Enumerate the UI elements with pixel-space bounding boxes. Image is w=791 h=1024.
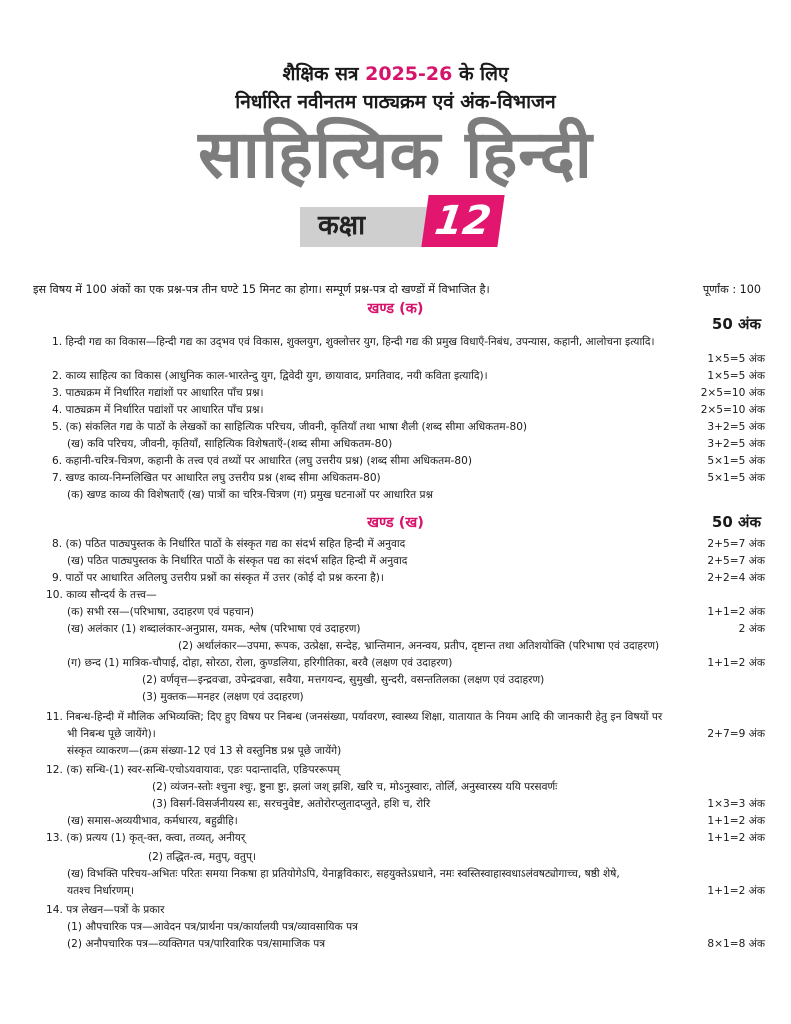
syllabus-line: (क) खण्ड काव्य की विशेषताएँ (ख) पात्रों का चरित्र-चित्रण (ग) प्रमुख घटनाओं पर आधारित प्रश्न bbox=[67, 489, 434, 501]
marks-value: 5×1=5 अंक bbox=[707, 472, 765, 484]
marks-value: 2+5=7 अंक bbox=[707, 555, 765, 567]
syllabus-line: 9. पाठों पर आधारित अतिलघु उत्तरीय प्रश्नों का संस्कृत में उत्तर (कोई दो प्रश्न करना है)। bbox=[52, 572, 384, 584]
syllabus-line: 14. पत्र लेखन—पत्रों के प्रकार bbox=[46, 904, 165, 916]
marks-value: 3+2=5 अंक bbox=[707, 421, 765, 433]
marks-value: 1+1=2 अंक bbox=[707, 606, 765, 618]
syllabus-line: (2) वर्णवृत्त—इन्द्रवज्रा, उपेन्द्रवज्रा, सवैया, मत्तगयन्द, सुमुखी, सुन्दरी, वसन्ततिलका (लक्षण एवं उदाहरण) bbox=[142, 674, 545, 686]
syllabus-line: (क) सभी रस—(परिभाषा, उदाहरण एवं पहचान) bbox=[67, 606, 254, 618]
marks-value: 5×1=5 अंक bbox=[707, 455, 765, 467]
syllabus-line: (ख) अलंकार (1) शब्दालंकार-अनुप्रास, यमक, श्लेष (परिभाषा एवं उदाहरण) bbox=[67, 623, 361, 635]
syllabus-line: 2. काव्य साहित्य का विकास (आधुनिक काल-भारतेन्दु युग, द्विवेदी युग, छायावाद, प्रगतिवाद, नयी कविता इत्यादि)। bbox=[52, 370, 488, 382]
book-title: साहित्यिक हिन्दी bbox=[198, 116, 593, 193]
marks-value: 1+1=2 अंक bbox=[707, 657, 765, 669]
syllabus-line: (2) अनौपचारिक पत्र—व्यक्तिगत पत्र/पारिवारिक पत्र/सामाजिक पत्र bbox=[67, 938, 326, 950]
syllabus-line: (3) विसर्ग-विसर्जनीयस्य सः, सरचनुवेष्ट, अतोरोरप्लुतादप्लुते, हशि च, रोरि bbox=[152, 798, 431, 810]
syllabus-line: 1. हिन्दी गद्य का विकास—हिन्दी गद्य का उद्‌भव एवं विकास, शुक्लयुग, शुक्लोत्तर युग, हिन्दी गद्य की प्रमुख विधाएँ-निबंध, उपन्यास, कहानी, आलोचना इत्यादि। bbox=[52, 336, 655, 348]
syllabus-line: 3. पाठ्यक्रम में निर्धारित गद्यांशों पर आधारित पाँच प्रश्न। bbox=[52, 387, 264, 399]
syllabus-line: (1) औपचारिक पत्र—आवेदन पत्र/प्रार्थना पत्र/कार्यालयी पत्र/व्यावसायिक पत्र bbox=[67, 921, 358, 933]
syllabus-line: 6. कहानी-चरित्र-चित्रण, कहानी के तत्त्व एवं तथ्यों पर आधारित (लघु उत्तरीय प्रश्न) (शब्द सीमा अधिकतम-80) bbox=[52, 455, 472, 467]
class-label: कक्षा bbox=[318, 210, 366, 241]
syllabus-line: (2) तद्धित-त्व, मतुप्, वतुप्। bbox=[148, 851, 256, 863]
marks-value: 1×3=3 अंक bbox=[707, 798, 765, 810]
section-a-marks: 50 अंक bbox=[711, 315, 761, 333]
syllabus-line: (2) अर्थालंकार—उपमा, रूपक, उत्प्रेक्षा, सन्देह, भ्रान्तिमान, अनन्वय, प्रतीप, दृष्टान्त तथा अतिशयोक्ति (परिभाषा एवं उदाहरण) bbox=[178, 640, 660, 652]
syllabus-line: 7. खण्ड काव्य-निम्नलिखित पर आधारित लघु उत्तरीय प्रश्न (शब्द सीमा अधिकतम-80) bbox=[52, 472, 381, 484]
intro-text: इस विषय में 100 अंकों का एक प्रश्न-पत्र तीन घण्टे 15 मिनट का होगा। सम्पूर्ण प्रश्न-पत्र दो खण्डों में विभाजित है। bbox=[33, 283, 490, 296]
session-prefix: शैक्षिक सत्र bbox=[282, 63, 359, 85]
section-a-title: खण्ड (क) bbox=[367, 301, 424, 317]
syllabus-subtitle: निर्धारित नवीनतम पाठ्यक्रम एवं अंक-विभाजन bbox=[235, 91, 556, 113]
marks-value: 2+5=7 अंक bbox=[707, 538, 765, 550]
marks-value: 1+1=2 अंक bbox=[707, 815, 765, 827]
session-suffix: के लिए bbox=[458, 63, 509, 85]
syllabus-line: 4. पाठ्यक्रम में निर्धारित पद्यांशों पर आधारित पाँच प्रश्न। bbox=[52, 404, 264, 416]
syllabus-line: (ख) पठित पाठ्यपुस्तक के निर्धारित पाठों के संस्कृत पद्य का संदर्भ सहित हिन्दी में अनुवाद bbox=[67, 555, 408, 567]
marks-value: 1×5=5 अंक bbox=[707, 353, 765, 365]
syllabus-line: (3) मुक्तक—मनहर (लक्षण एवं उदाहरण) bbox=[142, 691, 304, 703]
marks-value: 3+2=5 अंक bbox=[707, 438, 765, 450]
marks-value: 8×1=8 अंक bbox=[707, 938, 765, 950]
section-b-title: खण्ड (ख) bbox=[367, 515, 424, 531]
marks-value: 2 अंक bbox=[738, 623, 765, 635]
session-line bbox=[0, 60, 791, 86]
syllabus-line: (ग) छन्द (1) मात्रिक-चौपाई, दोहा, सोरठा, रोला, कुण्डलिया, हरिगीतिका, बरवै (लक्षण एवं उदाहरण) bbox=[67, 657, 453, 669]
syllabus-line: संस्कृत व्याकरण—(क्रम संख्या-12 एवं 13 से वस्तुनिष्ठ प्रश्न पूछे जायेंगे) bbox=[67, 745, 342, 757]
syllabus-line: (ख) कवि परिचय, जीवनी, कृतियाँ, साहित्यिक विशेषताएँ-(शब्द सीमा अधिकतम-80) bbox=[67, 438, 393, 450]
marks-value: 2×5=10 अंक bbox=[700, 404, 765, 416]
marks-value: 1+1=2 अंक bbox=[707, 832, 765, 844]
marks-value: 2+2=4 अंक bbox=[707, 572, 765, 584]
syllabus-line: (ख) समास-अव्ययीभाव, कर्मधारय, बहुव्रीहि। bbox=[67, 815, 238, 827]
syllabus-line: 11. निबन्ध-हिन्दी में मौलिक अभिव्यक्ति; दिए हुए विषय पर निबन्ध (जनसंख्या, पर्यावरण, स्वास्थ्य शिक्षा, यातायात के नियम आदि की जानकारी हेतु इन विषयों पर bbox=[46, 711, 663, 723]
session-year: 2025-26 bbox=[365, 63, 453, 85]
syllabus-line: 5. (क) संकलित गद्य के पाठों के लेखकों का साहित्यिक परिचय, जीवनी, कृतियाँ तथा भाषा शैली (शब्द सीमा अधिकतम-80) bbox=[52, 421, 528, 433]
section-b-marks: 50 अंक bbox=[711, 513, 761, 531]
marks-value: 2+7=9 अंक bbox=[707, 728, 765, 740]
syllabus-line: 10. काव्य सौन्दर्य के तत्त्व— bbox=[46, 589, 157, 601]
syllabus-line: 8. (क) पठित पाठ्यपुस्तक के निर्धारित पाठों के संस्कृत गद्य का संदर्भ सहित हिन्दी में अनुवाद bbox=[52, 538, 406, 550]
marks-value: 2×5=10 अंक bbox=[700, 387, 765, 399]
total-marks: पूर्णांक : 100 bbox=[702, 283, 761, 296]
syllabus-line: भी निबन्ध पूछे जायेंगे)। bbox=[67, 728, 156, 740]
syllabus-line: 13. (क) प्रत्यय (1) कृत्-क्त, क्त्वा, तव्यत्, अनीयर् bbox=[46, 832, 246, 844]
class-number: 12 bbox=[421, 195, 504, 247]
syllabus-line: (ख) विभक्ति परिचय-अभितः परितः समया निकषा हा प्रतियोगेऽपि, येनाङ्गविकारः, सहयुक्तेऽप्रधाने, नमः स्वस्तिस्वाहास्वधाऽलंवषट्योगाच्च, षष्ठी शेषे, bbox=[67, 868, 620, 880]
syllabus-line: 12. (क) सन्धि-(1) स्वर-सन्धि-एचोऽयवायावः, एङः पदान्तादति, एङिपररूपम् bbox=[46, 764, 340, 776]
marks-value: 1×5=5 अंक bbox=[707, 370, 765, 382]
marks-value: 1+1=2 अंक bbox=[707, 885, 765, 897]
syllabus-line: (2) व्यंजन-स्तोः श्चुना श्चुः, ष्टुना ष्टुः, झलां जश् झशि, खरि च, मोऽनुस्वारः, तोर्लि, अनुस्वारस्य ययि परसवर्णः bbox=[152, 781, 558, 793]
syllabus-line: यतश्च निर्धारणम्। bbox=[67, 885, 135, 897]
